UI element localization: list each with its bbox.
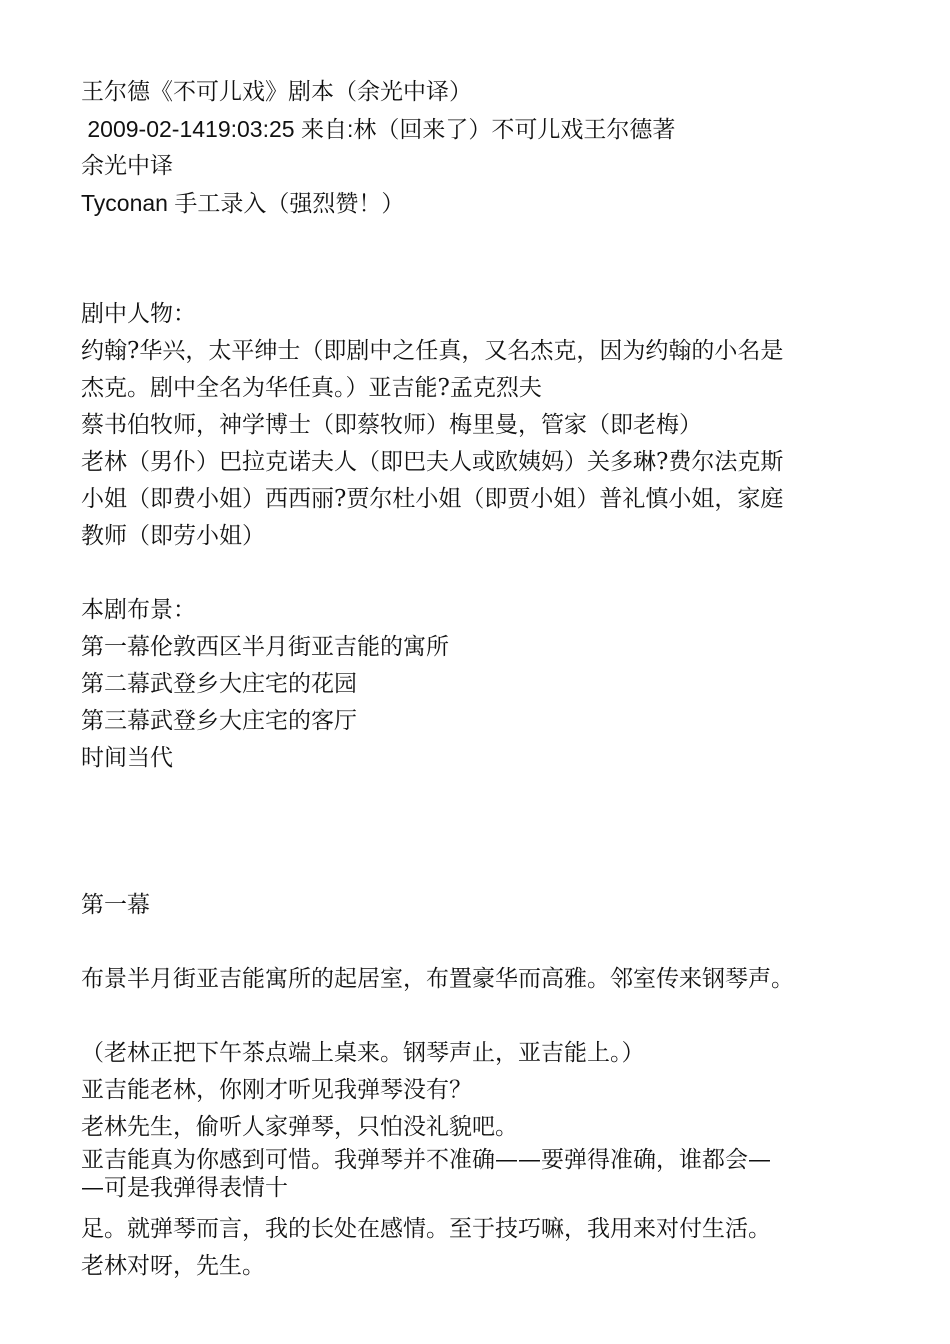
dialogue-line: 足。就弹琴而言，我的长处在感情。至于技巧嘛，我用来对付生活。 — [81, 1216, 771, 1242]
characters-line: 蔡书伯牧师，神学博士（即蔡牧师）梅里曼，管家（即老梅） — [81, 412, 702, 438]
post-meta: 2009-02-1419:03:25 来自:林（回来了）不可儿戏王尔德著 — [81, 116, 676, 142]
setting-time: 时间当代 — [81, 745, 173, 771]
document-page — [81, 74, 871, 1285]
typist-credit: Tyconan 手工录入（强烈赞！） — [81, 190, 405, 216]
spacer — [81, 777, 871, 887]
spacer — [81, 924, 871, 961]
dialogue-fragment: —可是我弹得表情十 — [81, 1175, 288, 1201]
dialogue-line: 老林先生，偷听人家弹琴，只怕没礼貌吧。 — [81, 1114, 518, 1140]
dialogue-line: 老林对呀，先生。 — [81, 1253, 265, 1279]
characters-line: 小姐（即费小姐）西西丽?贾尔杜小姐（即贾小姐）普礼慎小姐，家庭 — [81, 486, 784, 512]
spacer — [81, 555, 871, 592]
characters-line: 约翰?华兴，太平绅士（即剧中之任真，又名杰克，因为约翰的小名是 — [81, 338, 784, 364]
characters-heading: 剧中人物： — [81, 301, 196, 327]
translator-line: 余光中译 — [81, 153, 173, 179]
dialogue-fragment: 亚吉能真为你感到可惜。我弹琴并不准确——要弹得准确，谁都会— — [81, 1147, 771, 1173]
characters-line: 教师（即劳小姐） — [81, 523, 265, 549]
characters-line: 杰克。剧中全名为华任真。）亚吉能?孟克烈夫 — [81, 375, 542, 401]
setting-heading: 本剧布景： — [81, 597, 196, 623]
spacer — [81, 222, 871, 296]
characters-line: 老林（男仆）巴拉克诺夫人（即巴夫人或欧姨妈）关多琳?费尔法克斯 — [81, 449, 784, 475]
act-heading: 第一幕 — [81, 892, 150, 918]
spacer — [81, 998, 871, 1035]
setting-line: 第二幕武登乡大庄宅的花园 — [81, 671, 357, 697]
setting-line: 第三幕武登乡大庄宅的客厅 — [81, 708, 357, 734]
document-title: 王尔德《不可儿戏》剧本（余光中译） — [81, 79, 472, 105]
stage-direction: （老林正把下午茶点端上桌来。钢琴声止，亚吉能上。） — [81, 1040, 645, 1066]
dialogue-line: 亚吉能老林，你刚才听见我弹琴没有？ — [81, 1077, 472, 1103]
dialogue-line — [81, 1146, 871, 1202]
setting-line: 第一幕伦敦西区半月街亚吉能的寓所 — [81, 634, 449, 660]
scene-description: 布景半月街亚吉能寓所的起居室，布置豪华而高雅。邻室传来钢琴声。 — [81, 966, 794, 992]
